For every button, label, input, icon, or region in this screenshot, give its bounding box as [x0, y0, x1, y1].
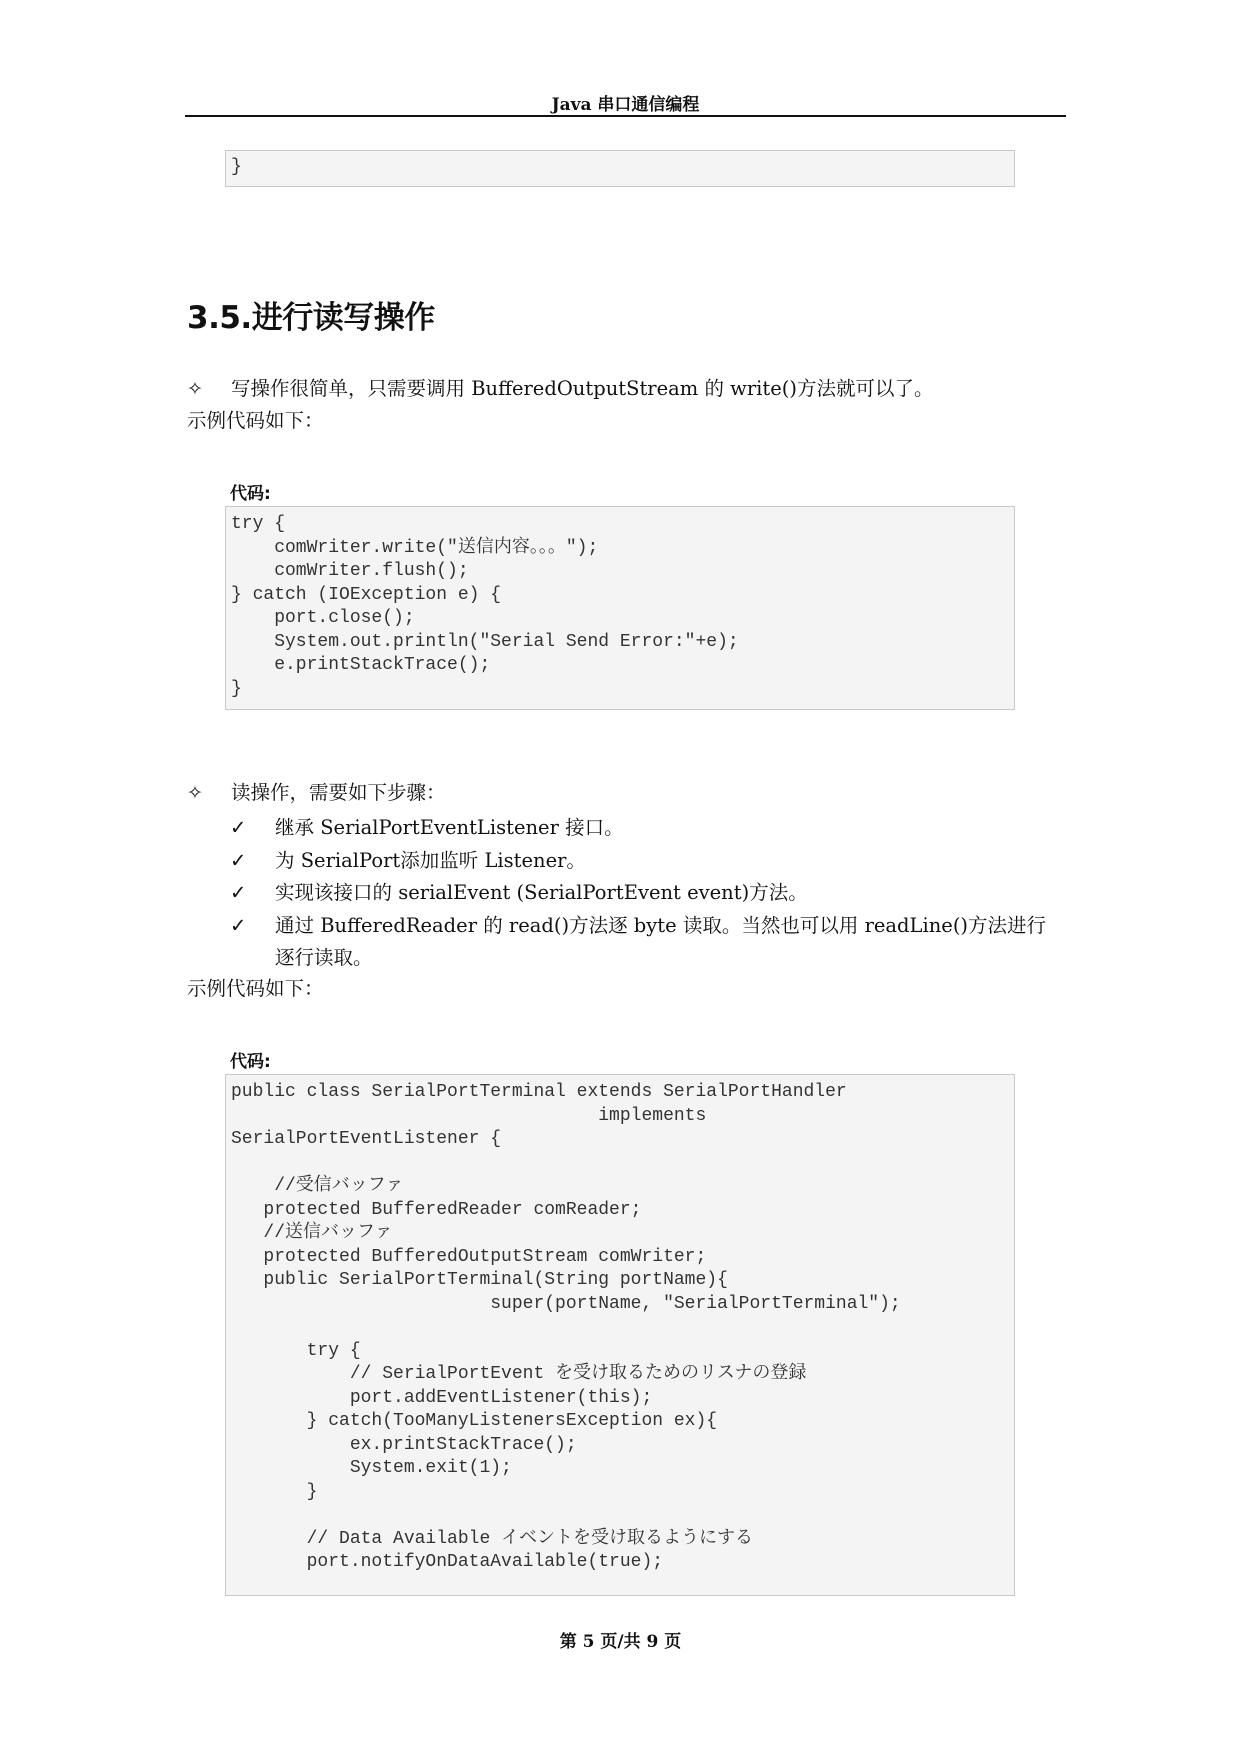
example-label: 示例代码如下： — [187, 409, 324, 432]
code-label: 代码: — [230, 1052, 271, 1072]
list-item — [230, 877, 1060, 910]
code-block-continued — [225, 150, 1015, 187]
check-mark-icon: ✓ — [230, 881, 247, 904]
code-text: } — [231, 157, 242, 177]
list-item — [230, 812, 1060, 845]
running-header: Java 串口通信编程 — [551, 95, 700, 115]
read-steps-list — [230, 812, 1060, 975]
read-intro-paragraph — [187, 777, 1067, 809]
check-mark-icon: ✓ — [230, 816, 247, 839]
example-label: 示例代码如下： — [187, 977, 324, 1000]
write-intro-text: 写操作很简单，只需要调用 BufferedOutputStream 的 write()方法就可以了。 — [231, 377, 934, 400]
write-intro-paragraph — [187, 373, 1067, 405]
step-text: 继承 SerialPortEventListener 接口。 — [275, 816, 624, 839]
list-item — [230, 845, 1060, 878]
read-code-block — [225, 1074, 1015, 1596]
check-mark-icon: ✓ — [230, 913, 247, 937]
list-item — [230, 910, 1060, 975]
step-text: 实现该接口的 serialEvent (SerialPortEvent event)方法。 — [275, 881, 808, 904]
diamond-bullet-icon: ✧ — [187, 782, 203, 804]
write-code-block — [225, 506, 1015, 710]
diamond-bullet-icon: ✧ — [187, 378, 203, 400]
step-text: 通过 BufferedReader 的 read()方法逐 byte 读取。当然也可以用 readLine()方法进行逐行读取。 — [275, 913, 1047, 969]
page-number: 第 5 页/共 9 页 — [559, 1632, 682, 1652]
code-text: public class SerialPortTerminal extends SerialPortHandler implements SerialPortEventListener { //受信バッファ protected BufferedReader comReader; //送信バッファ protected BufferedOutputStream comWriter; public SerialPortTerminal(String portName){ super(portName, "SerialPortTerminal"); try { // SerialPortEvent を受け取るためのリスナの登録 port.addEventListener(this); } catch(TooManyListenersException ex){ ex.printStackTrace(); System.exit(1); } // Data Available イベントを受け取るようにする port.notifyOnDataAvailable(true); — [231, 1082, 901, 1572]
code-text: try { comWriter.write("送信内容。。。"); comWriter.flush(); } catch (IOException e) { port.close(); System.out.println("Serial Send Error:"+e); e.printStackTrace(); } — [231, 514, 739, 699]
code-label: 代码: — [230, 484, 271, 504]
check-mark-icon: ✓ — [230, 848, 247, 872]
step-text: 为 SerialPort添加监听 Listener。 — [275, 848, 586, 872]
section-heading: 3.5.进行读写操作 — [187, 300, 435, 336]
read-intro-text: 读操作，需要如下步骤： — [231, 781, 446, 804]
header-divider — [185, 115, 1066, 117]
